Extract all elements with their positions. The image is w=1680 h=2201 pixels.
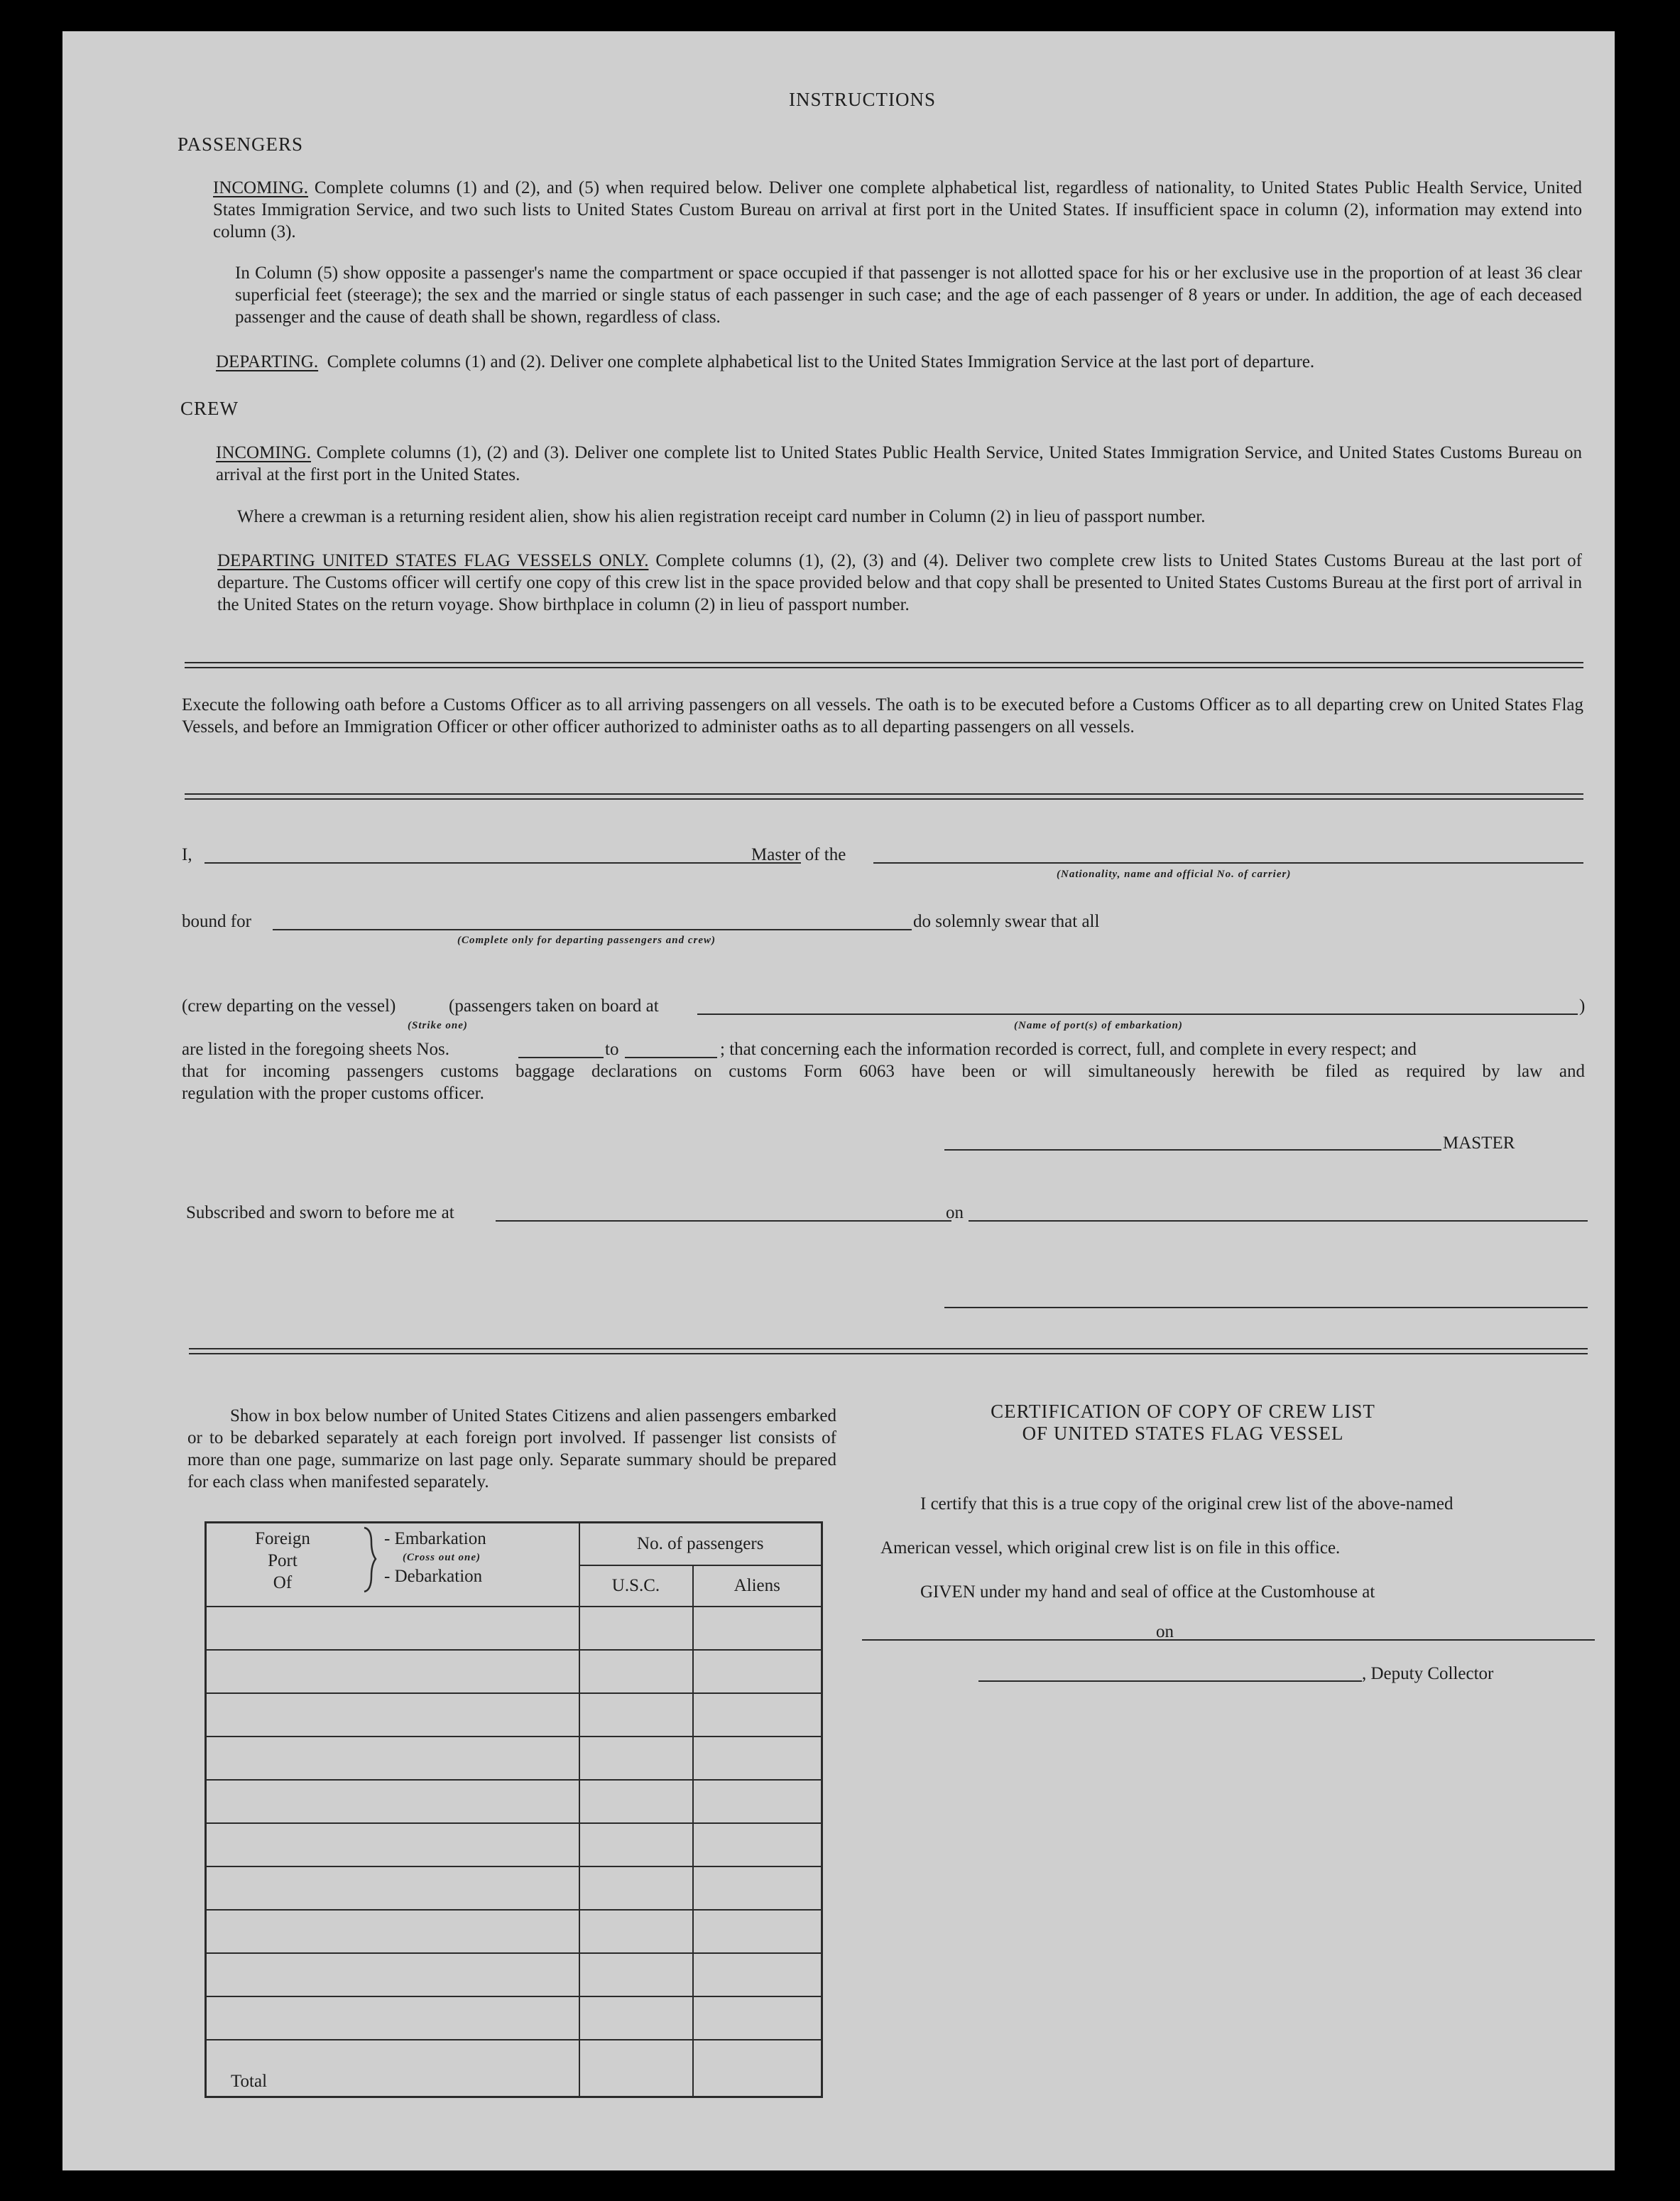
summary-intro: Show in box below number of United States Citizens and alien passengers embarked or to be debarked separately at each foreign port involved. If passenger list consists of more than one page, summarize on last page only. Separate summary should be prepared for each class when manifested separately.: [187, 1406, 836, 1491]
given-text: GIVEN under my hand and seal of office at the Customhouse at: [920, 1582, 1375, 1602]
aliens-cell[interactable]: [693, 1607, 822, 1650]
aliens-cell[interactable]: [693, 1823, 822, 1866]
sheet-to-line[interactable]: [625, 1057, 717, 1058]
passengers-column5-paragraph: In Column (5) show opposite a passenger's name the compartment or space occupied if that passenger is not allotted space for his or her exclusive use in the proportion of at least 36 clear superficial feet (steerage); the sex and the married or single status of each passenger in such case; and the age of each passenger of 8 years or under. In addition, the age of each deceased passenger and the cause of death shall be shown, regardless of class.: [235, 263, 1582, 327]
usc-cell[interactable]: [579, 1737, 693, 1780]
passengers-incoming-paragraph: [213, 177, 1582, 243]
complete-caption: (Complete only for departing passengers and crew): [457, 935, 716, 946]
table-row: [206, 1607, 822, 1650]
no-passengers-header: No. of passengers: [579, 1523, 822, 1565]
certification-on-label: on: [1156, 1622, 1174, 1641]
usc-cell[interactable]: [579, 1953, 693, 1996]
listed-text-d: regulation with the proper customs officer.: [182, 1084, 484, 1103]
aliens-cell[interactable]: [693, 1780, 822, 1823]
crew-departing-paragraph: [217, 550, 1582, 616]
table-row: [206, 1693, 822, 1737]
nationality-caption: (Nationality, name and official No. of carrier): [1057, 869, 1292, 880]
total-row: [206, 2040, 822, 2097]
port-cell[interactable]: [206, 1910, 579, 1953]
usc-cell[interactable]: [579, 1910, 693, 1953]
table-row: [206, 1780, 822, 1823]
certification-date-line[interactable]: [1176, 1639, 1595, 1641]
strike-caption: (Strike one): [408, 1020, 468, 1031]
aliens-cell[interactable]: [693, 1737, 822, 1780]
aliens-cell[interactable]: [693, 1996, 822, 2040]
bound-for-label: bound for: [182, 912, 251, 931]
embarkation-caption: (Name of port(s) of embarkation): [1014, 1020, 1183, 1031]
table-row: [206, 1996, 822, 2040]
crew-departing-option: (crew departing on the vessel): [182, 996, 396, 1016]
section-divider: [185, 793, 1583, 800]
swear-text: do solemnly swear that all: [913, 912, 1100, 931]
total-label: Total: [206, 2040, 579, 2097]
table-row: [206, 1910, 822, 1953]
aliens-total-cell[interactable]: [693, 2040, 822, 2097]
crew-departing-text: Complete columns (1), (2), (3) and (4). Deliver two complete crew lists to United States Customs Bureau at the last port of departure. The Customs officer will certify one copy of this crew list in the space provided below and that copy shall be presented to United States Customs Bureau at the first port of arrival in the United States on the return voyage. Show birthplace in column (2) in lieu of passport number.: [217, 551, 1582, 614]
table-row: [206, 1866, 822, 1910]
usc-cell[interactable]: [579, 1650, 693, 1693]
brace-icon: [359, 1525, 380, 1594]
crew-resident-paragraph: Where a crewman is a returning resident alien, show his alien registration receipt card number in Column (2) in lieu of passport number.: [237, 507, 1206, 526]
aliens-cell[interactable]: [693, 1650, 822, 1693]
embarkation-label: - Embarkation: [384, 1529, 486, 1548]
table-row: [206, 1650, 822, 1693]
close-paren: ): [1579, 996, 1586, 1016]
port-cell[interactable]: [206, 1953, 579, 1996]
certification-title-1: CERTIFICATION OF COPY OF CREW LIST: [991, 1401, 1375, 1422]
usc-header: U.S.C.: [579, 1565, 693, 1607]
section-divider: [185, 662, 1583, 668]
passenger-summary-table: [204, 1521, 823, 2098]
page-title: INSTRUCTIONS: [789, 89, 937, 110]
carrier-line[interactable]: [873, 862, 1583, 864]
port-cell[interactable]: [206, 1823, 579, 1866]
table-row: [206, 1737, 822, 1780]
port-cell[interactable]: [206, 1780, 579, 1823]
section-divider: [189, 1348, 1588, 1354]
aliens-cell[interactable]: [693, 1866, 822, 1910]
deputy-collector-label: , Deputy Collector: [1362, 1664, 1494, 1683]
port-cell[interactable]: [206, 1693, 579, 1737]
table-row: [206, 1823, 822, 1866]
usc-cell[interactable]: [579, 1996, 693, 2040]
usc-cell[interactable]: [579, 1780, 693, 1823]
master-of-label: Master of the: [751, 845, 846, 864]
oath-intro: Execute the following oath before a Customs Officer as to all arriving passengers on all vessels. The oath is to be executed before a Customs Officer as to all departing crew on United States Flag Vessels, and before an Immigration Officer or other officer authorized to administer oaths as to all departing passengers on all vessels.: [182, 695, 1583, 737]
foreign-label: Foreign: [255, 1529, 310, 1548]
listed-text-c: that for incoming passengers customs baggage declarations on customs Form 6063 have been or will simultaneously herewith be filed as required by law and: [182, 1062, 1585, 1081]
form-page: [62, 31, 1615, 2170]
crew-incoming-label: INCOMING.: [216, 443, 312, 462]
foreign-port-header: [206, 1523, 579, 1607]
port-cell[interactable]: [206, 1650, 579, 1693]
subscribed-text: Subscribed and sworn to before me at: [186, 1203, 454, 1222]
master-name-line[interactable]: [204, 862, 801, 864]
crew-incoming-paragraph: [216, 442, 1582, 486]
aliens-header: Aliens: [693, 1565, 822, 1607]
passengers-departing-label: DEPARTING.: [216, 352, 319, 371]
passengers-departing-paragraph: [216, 351, 1314, 373]
sheet-from-line[interactable]: [518, 1057, 604, 1058]
crew-heading: CREW: [180, 398, 239, 419]
bound-for-line[interactable]: [273, 929, 912, 930]
usc-cell[interactable]: [579, 1693, 693, 1737]
embarkation-port-line[interactable]: [697, 1013, 1578, 1015]
crew-incoming-text: Complete columns (1), (2) and (3). Deliver one complete list to United States Public Health Service, United States Immigration Service, and United States Customs Bureau on arrival at the first port in the United States.: [216, 443, 1582, 484]
listed-to: to: [605, 1040, 619, 1059]
oath-i-label: I,: [182, 845, 192, 864]
port-label: Port: [268, 1551, 298, 1570]
port-cell[interactable]: [206, 1737, 579, 1780]
passengers-taken-option: (passengers taken on board at: [449, 996, 659, 1016]
debarkation-label: - Debarkation: [384, 1567, 483, 1586]
cross-out-caption: (Cross out one): [403, 1552, 481, 1563]
listed-text-a: are listed in the foregoing sheets Nos.: [182, 1040, 449, 1059]
usc-cell[interactable]: [579, 1823, 693, 1866]
sworn-date-line[interactable]: [969, 1220, 1588, 1222]
passengers-incoming-text: Complete columns (1) and (2), and (5) when required below. Deliver one complete alphabetical list, regardless of nationality, to United States Public Health Service, United States Immigration Service, and two such lists to United States Custom Bureau on arrival at first port in the United States. If insufficient space in column (2), information may extend into column (3).: [213, 178, 1583, 241]
of-label: Of: [273, 1573, 293, 1592]
certify-text-1: I certify that this is a true copy of the original crew list of the above-named: [920, 1494, 1453, 1513]
usc-total-cell[interactable]: [579, 2040, 693, 2097]
port-cell[interactable]: [206, 1866, 579, 1910]
certification-title-2: OF UNITED STATES FLAG VESSEL: [1022, 1423, 1344, 1444]
aliens-cell[interactable]: [693, 1693, 822, 1737]
crew-departing-label: DEPARTING UNITED STATES FLAG VESSELS ONLY.: [217, 551, 649, 570]
listed-text-b: ; that concerning each the information recorded is correct, full, and complete in every respect; and: [720, 1040, 1417, 1059]
sworn-on-label: on: [946, 1203, 964, 1222]
officer-signature-line[interactable]: [944, 1307, 1588, 1308]
port-cell[interactable]: [206, 1607, 579, 1650]
usc-cell[interactable]: [579, 1866, 693, 1910]
aliens-cell[interactable]: [693, 1953, 822, 1996]
aliens-cell[interactable]: [693, 1910, 822, 1953]
port-cell[interactable]: [206, 1996, 579, 2040]
sworn-place-line[interactable]: [496, 1220, 951, 1222]
passengers-departing-text: Complete columns (1) and (2). Deliver one complete alphabetical list to the United States Immigration Service at the last port of departure.: [327, 352, 1315, 371]
master-label: MASTER: [1443, 1134, 1515, 1153]
master-signature-line[interactable]: [944, 1149, 1441, 1151]
certify-text-2: American vessel, which original crew list is on file in this office.: [880, 1538, 1341, 1558]
deputy-signature-line[interactable]: [978, 1680, 1362, 1682]
table-row: [206, 1953, 822, 1996]
passengers-incoming-label: INCOMING.: [213, 178, 309, 197]
usc-cell[interactable]: [579, 1607, 693, 1650]
passengers-heading: PASSENGERS: [178, 134, 304, 155]
